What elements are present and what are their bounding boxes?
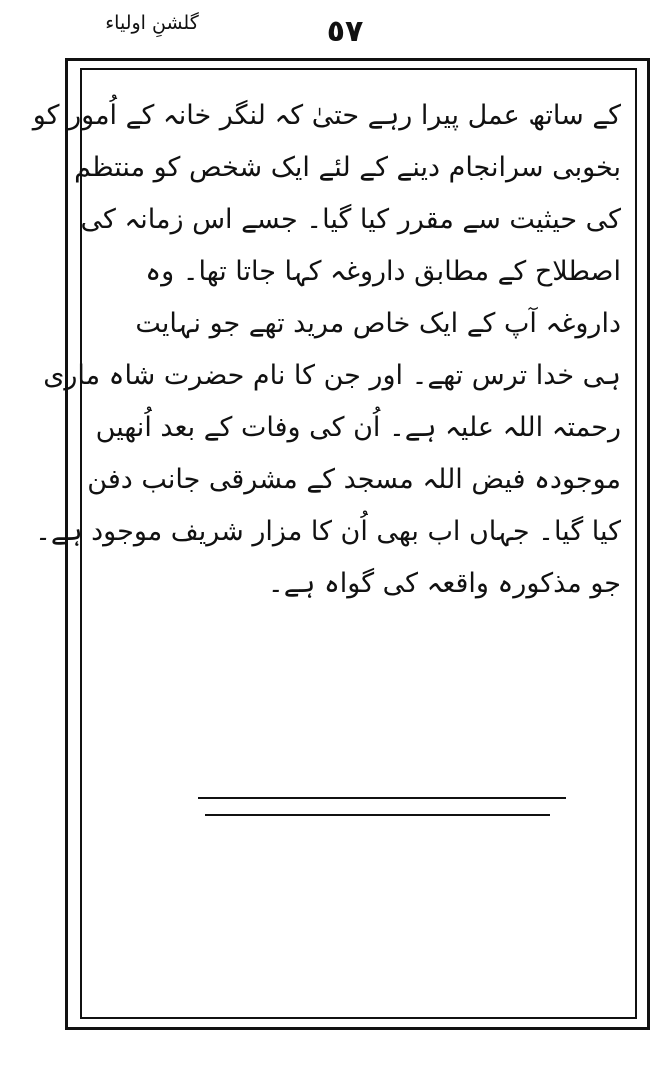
page-header [0, 0, 663, 55]
text-line-7: رحمتہ اللہ علیہ ہے۔ اُن کی وفات کے بعد اُنھیں [95, 412, 621, 443]
text-line-10: جو مذکورہ واقعہ کی گواہ ہے۔ [267, 568, 621, 599]
text-line-8: موجودہ فیض اللہ مسجد کے مشرقی جانب دفن [87, 464, 621, 495]
text-line-9: کیا گیا۔ جہاں اب بھی اُن کا مزار شریف موجود ہے۔ [35, 516, 621, 547]
running-title: گلشنِ اولیاء [105, 12, 199, 34]
text-line-2: بخوبی سرانجام دینے کے لئے ایک شخص کو منتظم [74, 152, 621, 183]
body-text [32, 90, 625, 610]
text-line-4: اصطلاح کے مطابق داروغہ کہا جاتا تھا۔ وہ [145, 256, 621, 287]
text-line-3: کی حیثیت سے مقرر کیا گیا۔ جسے اس زمانہ کی [80, 204, 621, 235]
chapter-end-rule-upper [198, 797, 566, 799]
text-line-1: کے ساتھ عمل پیرا رہے حتیٰ کہ لنگر خانہ کے اُمور کو [32, 100, 621, 131]
text-line-6: ہی خدا ترس تھے۔ اور جن کا نام حضرت شاہ ماری [43, 360, 621, 391]
chapter-end-rule-lower [205, 814, 550, 816]
page-number: ٥٧ [326, 14, 364, 49]
text-line-5: داروغہ آپ کے ایک خاص مرید تھے جو نہایت [135, 308, 621, 339]
